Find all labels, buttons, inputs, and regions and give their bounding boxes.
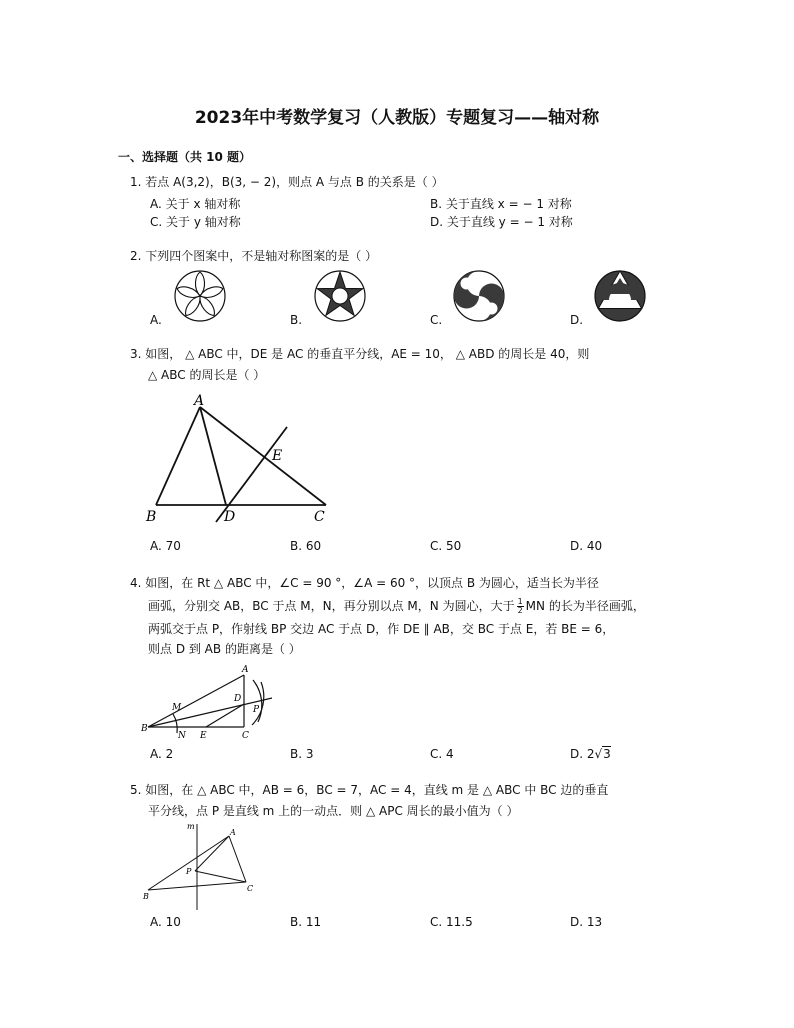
q4-label-p: P [253,705,260,715]
q4-option-d-radicand: 3 [603,747,611,761]
q4-stem-line4: 则点 D 到 AB 的距离是（ ） [148,642,301,656]
q5-stem-line2: 平分线，点 P 是直线 m 上的一动点．则 △ APC 周长的最小值为（ ） [148,804,519,818]
q4-label-c: C [242,731,249,741]
q4-stem-line3: 两弧交于点 P，作射线 BP 交边 AC 于点 D，作 DE ∥ AB，交 BC 于点 E，若 BE = 6， [148,622,615,636]
q3-label-e: E [272,448,283,464]
q5-stem-line1: 5. 如图，在 △ ABC 中，AB = 6，BC = 7，AC = 4，直线 m 是 △ ABC 中 BC 边的垂直 [130,783,609,797]
q4-option-a: A. 2 [150,747,174,761]
q4-label-n: N [178,731,186,741]
q4-stem-line2b: MN 的长为半径画弧， [525,599,645,613]
q4-label-e: E [200,731,207,741]
swirl-pattern-icon [453,270,505,322]
q4-stem-line2 [148,598,645,615]
q1-option-a: A. 关于 x 轴对称 [150,197,241,211]
q4-fraction-num: 1 [517,597,523,606]
q3-stem-line1: 3. 如图， △ ABC 中，DE 是 AC 的垂直平分线，AE = 10， △ ABD 的周长是 40，则 [130,347,590,361]
q3-option-a: A. 70 [150,539,181,553]
q5-option-d: D. 13 [570,915,603,929]
q4-option-b: B. 3 [290,747,314,761]
q5-option-b: B. 11 [290,915,322,929]
q5-label-c: C [247,884,254,893]
q1-option-d: D. 关于直线 y = − 1 对称 [430,215,573,229]
q2-option-a: A. [150,313,162,327]
q5-label-p: P [186,867,192,876]
q3-option-d: D. 40 [570,539,603,553]
page-title: 2023年中考数学复习（人教版）专题复习——轴对称 [194,108,600,128]
q4-stem-line2a: 画弧，分别交 AB，BC 于点 M，N，再分别以点 M，N 为圆心，大于 [148,599,515,613]
q3-label-b: B [146,509,157,525]
q4-label-b: B [141,724,148,734]
q4-fraction-den: 2 [517,606,523,615]
q3-triangle-figure [140,392,340,527]
q3-label-d: D [224,509,236,525]
star-pattern-icon [314,270,366,322]
q4-fraction [517,598,524,615]
q2-stem: 2. 下列四个图案中，不是轴对称图案的是（ ） [130,249,378,263]
q4-label-d: D [234,694,242,704]
q3-stem-line2: △ ABC 的周长是（ ） [148,368,266,382]
q3-option-b: B. 60 [290,539,322,553]
q2-option-c: C. [430,313,443,327]
q3-label-c: C [314,509,325,525]
q4-label-a: A [242,665,249,675]
q5-label-b: B [143,892,149,901]
q3-option-c: C. 50 [430,539,462,553]
q5-triangle-figure [140,818,270,910]
q4-label-m: M [172,703,182,713]
q1-option-b: B. 关于直线 x = − 1 对称 [430,197,572,211]
q4-stem-line1: 4. 如图，在 Rt △ ABC 中，∠C = 90 °，∠A = 60 °，以顶点 B 为圆心，适当长为半径 [130,576,599,590]
section-heading: 一、选择题（共 10 题） [118,150,252,164]
q4-triangle-figure [140,660,280,740]
flower-pattern-icon [174,270,226,322]
q5-label-m: m [187,822,195,831]
q4-option-d-prefix: D. 2 [570,747,595,761]
q1-stem: 1. 若点 A(3,2)，B(3, − 2)，则点 A 与点 B 的关系是（ ） [130,175,444,189]
triangle-pattern-icon [594,270,646,322]
q2-option-d: D. [570,313,584,327]
q1-option-c: C. 关于 y 轴对称 [150,215,241,229]
q5-label-a: A [230,828,236,837]
q5-option-c: C. 11.5 [430,915,473,929]
q2-option-b: B. [290,313,303,327]
q4-option-d: D. 2√3 [570,747,611,761]
q4-option-c: C. 4 [430,747,454,761]
q5-option-a: A. 10 [150,915,181,929]
q3-label-a: A [194,393,205,409]
